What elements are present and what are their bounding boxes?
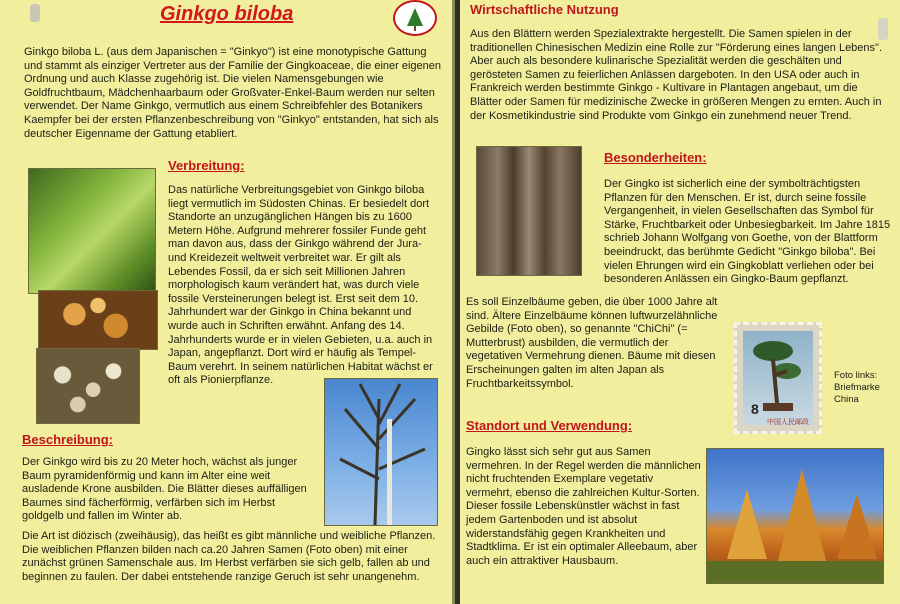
seeds-photo <box>38 290 158 350</box>
stamp-country: 中国人民邮政 <box>767 419 809 426</box>
leaves-photo <box>28 168 156 294</box>
wirtschaft-heading: Wirtschaftliche Nutzung <box>470 2 619 17</box>
besonderheiten-heading: Besonderheiten: <box>604 150 707 165</box>
stamp-caption: Foto links: Briefmarke China <box>834 370 880 405</box>
autumn-trees-photo <box>706 448 884 584</box>
verbreitung-heading: Verbreitung: <box>168 158 245 173</box>
wirtschaft-text: Aus den Blättern werden Spezialextrakte hergestellt. Die Samen spielen in der traditionellen Chinesischen Medizin eine Rolle zur "Förderung eines langen Lebens". Aber auch als besondere kulinarische Spezialität werden die geschälten und gerösteten Samen zu feierlichen Anlässen dargeboten. In den USA oder auch in Frankreich werden bestimmte Ginkgo - Kultivare in Plantagen angebaut, um die Blätter oder Samen für medizinische Zwecke in größeren Mengen zu ernten. Auch in der Kosmetikindustrie sind Produkte vom Ginkgo ein zunehmend neuer Trend. <box>470 28 883 122</box>
beschreibung-text-2: Die Art ist diözisch (zweihäusig), das heißt es gibt männliche und weibliche Pflanzen. Die weiblichen Pflanzen bilden nach ca.20 Jahren Samen (Foto oben) mit einer zunächst grünen Samenschale aus. Im Herbst verfärben sie sich gelb, fallen ab und beginnen zu faulen. Der dabei entstehende ranzige Geruch ist sehr unangenehm. <box>22 530 436 583</box>
beschreibung-text: Der Ginkgo wird bis zu 20 Meter hoch, wächst als junger Baum pyramidenförmig und kann im Alter eine weit ausladende Krone ausbilden. Die Blätter dieses auffälligen Baumes sind fächerförmig, verfärben sich im Herbst goldgelb und fallen im Winter ab. <box>22 456 307 523</box>
standort-text: Gingko lässt sich sehr gut aus Samen vermehren. In der Regel werden die männlichen nicht fruchtenden Exemplare vegetativ vermehrt, ebenso die zahlreichen Kultur-Sorten. Dieser fossile Lebenskünstler wächst in fast jedem Gartenboden und ist absolut widerstandsfähig gegen Krankheiten und Stadtklima. Er ist ein optimaler Alleebaum, aber auch ein attraktiver Hausbaum. <box>466 446 701 567</box>
verbreitung-text: Das natürliche Verbreitungsgebiet von Ginkgo biloba liegt vermutlich im Südosten Chinas. Er besiedelt dort Standorte an unzugänglichen Hängen bis zu 1600 Metern Höhe. Aufgrund mehrerer fossiler Funde geht man davon aus, dass der Ginkgo während der Jura- und Kreidezeit weltweit verbreitet war. Er gilt als Lebendes Fossil, da er sich seit Millionen Jahren morphologisch kaum verändert hat, was durch viele fossile Versteinerungen belegt ist. Erst seit dem 10. Jahrhundert war der Ginkgo in China bekannt und wurde auch in Schriften erwähnt. Anfang des 14. Jahrhunderts wurde er in vielen Gebieten, u.a. auch in Japan, angepflanzt. Dort wird er häufig als Tempel-Baum verehrt. In seinem natürlichen Habitat wächst er oft als Pionierpflanze. <box>168 184 433 387</box>
beschreibung-heading: Beschreibung: <box>22 432 114 447</box>
page-title: Ginkgo biloba <box>160 3 294 25</box>
winter-tree-photo <box>324 378 438 526</box>
nuts-photo <box>36 348 140 424</box>
pin-icon <box>30 4 40 22</box>
besonderheiten-text-2: Es soll Einzelbäume geben, die über 1000 Jahre alt sind. Ältere Einzelbäume können luftwurzelähnliche Gebilde (Foto oben), so genannte "ChiChi" (= Mutterbrust) ausbilden, die vermutlich der vegetativen Vermehrung dienen. Bäume mit diesen Erscheinungen galten im alten Japan als Fruchtbarkeitssymbol. <box>466 296 718 390</box>
besonderheiten-text: Der Gingko ist sicherlich eine der symbolträchtigsten Pflanzen für den Menschen. Er ist, durch seine fossile Vergangenheit, in vielen Gesellschaften das Symbol für Stärke, Fruchtbarkeit oder Unbesiegbarkeit. Im Jahre 1815 schrieb Johann Wolfgang von Goethe, von der Blattform beeindruckt, das berühmte Gedicht "Ginkgo biloba". Bei vielen Ehrungen wird ein Gingkoblatt verliehen oder bei besonderen Anlässen ein Gingko-Baum gepflanzt. <box>604 178 891 286</box>
stamp-photo <box>734 322 822 434</box>
stamp-value: 8 <box>751 401 759 417</box>
intro-text: Ginkgo biloba L. (aus dem Japanischen = "Ginkyo") ist eine monotypische Gattung und stammt als einziger Vertreter aus der Familie der Gingkoaceae, die einer eigenen Ordnung und auch Klasse zugehörig ist. Die vielen Namensgebungen wie Goldfruchtbaum, Mädchenhaarbaum oder Großvater-Enkel-Baum werden nur selten verwendet. Der Name Ginkgo, vermutlich aus einem Schreibfehler des Botanikers Kaempfer bei der ersten Pflanzenbeschreibung von "Ginkyo" entstanden, hat sich als deutscher Eigenname der Gattung etabliert. <box>24 46 442 140</box>
tree-icon <box>395 2 435 34</box>
trunks-photo <box>476 146 582 276</box>
logo <box>393 0 437 36</box>
standort-heading: Standort und Verwendung: <box>466 418 633 433</box>
